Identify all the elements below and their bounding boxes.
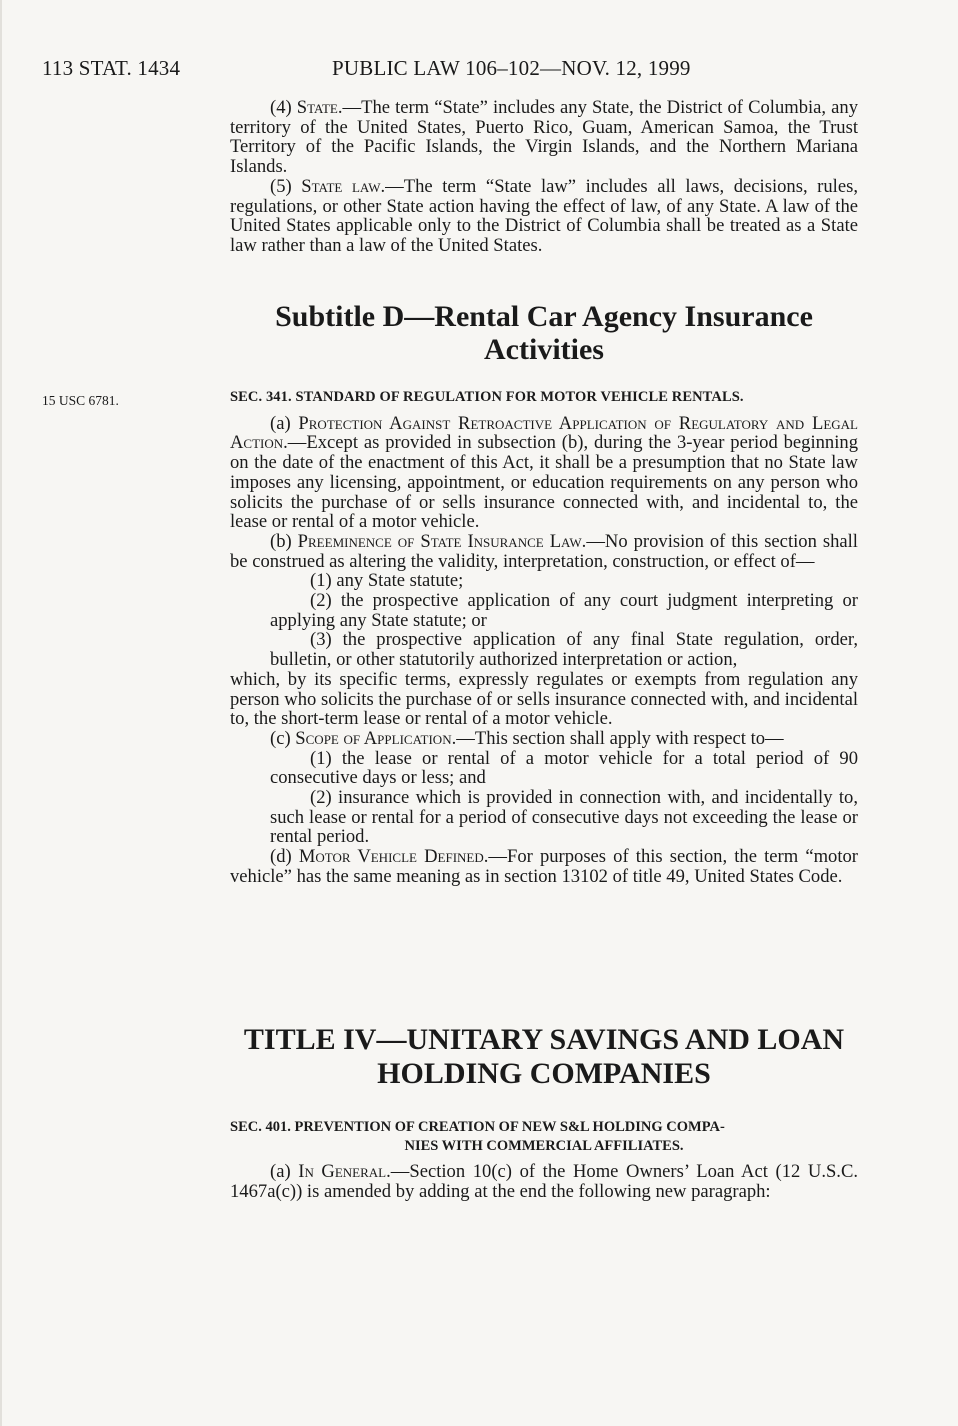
para-term: State law: [301, 175, 381, 197]
section-341: [230, 388, 858, 887]
section-401-heading-line-2: NIES WITH COMMERCIAL AFFILIATES.: [404, 1138, 684, 1154]
para-term: Motor Vehicle Defined: [298, 846, 484, 868]
title-iv-heading: [222, 1023, 866, 1091]
para-term: Preeminence of State Insurance Law: [297, 530, 582, 552]
para-text: .—This section shall apply with respect to—: [451, 727, 784, 749]
section-341-heading: SEC. 341. STANDARD OF REGULATION FOR MOTOR VEHICLE RENTALS.: [230, 389, 744, 405]
subsection-b-tail: which, by its specific terms, expressly regulates or exempts from regulation any person who solicits the purchase of or sells insurance connected with, and incidental to, the short-term lease or rental of a motor vehicle.: [230, 668, 858, 730]
section-401: [230, 1162, 858, 1201]
subtitle-line-1: Subtitle D—Rental Car Agency Insurance: [275, 300, 813, 333]
para-term: Protection Against Retroactive Application of Regulatory and Legal Action: [230, 412, 858, 454]
para-number: (a): [270, 412, 299, 434]
para-text: .—The term “State law” includes all laws, decisions, rules, regulations, or other State action having the effect of law, of any State. A law of the United States applicable only to the District of Columbia shall be treated as a State law rather than a law of the United States.: [230, 175, 858, 256]
subsection-c: [230, 729, 858, 749]
title-line-2: HOLDING COMPANIES: [377, 1057, 711, 1090]
para-number: (d): [270, 846, 299, 868]
paragraph-b2: (2) the prospective application of any court judgment interpreting or applying any State statute; or: [270, 590, 858, 631]
page-edge: [0, 0, 2, 1426]
public-law-citation: PUBLIC LAW 106–102—NOV. 12, 1999: [332, 56, 691, 80]
para-term: Scope of Application: [295, 727, 452, 749]
para-text: .—Except as provided in subsection (b), during the 3-year period beginning on the date of the enactment of this Act, it shall be a presumption that no State law imposes any licensing, appointment, or education requirements on any person who solicits the purchase of or sells insurance connected with, and incidental to, the lease or rental of a motor vehicle.: [230, 432, 858, 533]
paragraph-b1: (1) any State statute;: [310, 570, 464, 592]
para-number: (b): [270, 530, 298, 552]
para-term: In General: [298, 1161, 387, 1182]
para-term: State: [296, 97, 338, 118]
title-line-1: TITLE IV—UNITARY SAVINGS AND LOAN: [243, 1023, 845, 1056]
paragraph-c2: (2) insurance which is provided in connection with, and incidentally to, such lease or rental for a period of consecutive days not exceeding the lease or rental period.: [270, 787, 858, 848]
definition-state-law: [230, 177, 858, 256]
subsection-a: [230, 414, 858, 532]
section-401-heading-line-1: SEC. 401. PREVENTION OF CREATION OF NEW S&L HOLDING COMPA-: [230, 1119, 725, 1135]
section-401-subsection-a: [230, 1162, 858, 1201]
para-number: (c): [270, 727, 296, 749]
subtitle-line-2: Activities: [484, 333, 604, 366]
para-text: .—No provision of this section shall be construed as altering the validity, interpretation, construction, or effect of—: [230, 530, 858, 572]
paragraph-b3: (3) the prospective application of any final State regulation, order, bulletin, or other statutorily authorized interpretation or action,: [270, 629, 858, 671]
subsection-b: [230, 532, 858, 571]
subtitle-heading: [230, 300, 858, 366]
section-401-heading: [230, 1118, 858, 1156]
para-number: (a): [270, 1161, 299, 1182]
definition-state: [230, 98, 858, 177]
para-number: (5): [270, 175, 302, 197]
paragraph-c1: (1) the lease or rental of a motor vehicle for a total period of 90 consecutive days or less; and: [270, 747, 858, 789]
stat-citation: 113 STAT. 1434: [42, 56, 181, 80]
para-number: (4): [270, 97, 297, 118]
definitions-block: [230, 98, 858, 256]
subsection-d: [230, 847, 858, 886]
para-text: .—Section 10(c) of the Home Owners’ Loan Act (12 U.S.C. 1467a(c)) is amended by adding at the end the following new paragraph:: [230, 1161, 859, 1202]
para-text: .—The term “State” includes any State, the District of Columbia, any territory of the United States, Puerto Rico, Guam, American Samoa, the Trust Territory of the Pacific Islands, the Virgin Islands, and the Northern Mariana Islands.: [230, 97, 858, 178]
para-text: .—For purposes of this section, the term “motor vehicle” has the same meaning as in section 13102 of title 49, United States Code.: [230, 846, 858, 887]
margin-note: 15 USC 6781.: [42, 393, 119, 408]
